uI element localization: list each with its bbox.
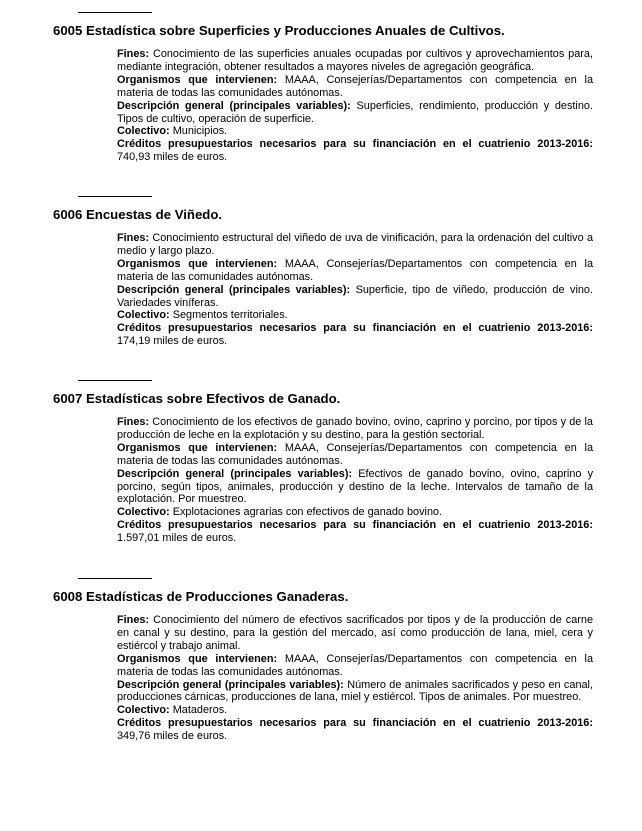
separator-rule: [78, 578, 152, 579]
colectivo-label: Colectivo:: [117, 704, 170, 717]
descripcion-text: Superficies, rendimiento, producción y destino. Tipos de cultivo, operación de superficie.: [117, 99, 593, 125]
organismos-paragraph: [117, 74, 593, 100]
entry-title: 6008 Estadísticas de Producciones Ganaderas.: [53, 589, 349, 604]
descripcion-text: Efectivos de ganado bovino, ovino, caprino y porcino, según tipos, animales, producción y destino de la leche. Intervalos de tamaño de la explotación. Por muestreo.: [117, 467, 594, 506]
fines-text: Conocimiento estructural del viñedo de uva de vinificación, para la ordenación del cultivo a medio y largo plazo.: [117, 232, 594, 257]
descripcion-label: Descripción general (principales variables):: [117, 678, 344, 691]
colectivo-paragraph: [117, 506, 593, 519]
organismos-label: Organismos que intervienen:: [117, 73, 278, 86]
fines-paragraph: [117, 416, 593, 442]
organismos-paragraph: [117, 653, 593, 679]
fines-paragraph: [117, 48, 593, 74]
separator-rule: [78, 196, 152, 197]
creditos-paragraph: [117, 717, 593, 743]
colectivo-paragraph: [117, 309, 593, 322]
creditos-paragraph: [117, 322, 593, 348]
descripcion-label: Descripción general (principales variables):: [117, 99, 351, 112]
organismos-text: MAAA, Consejerías/Departamentos con competencia en la materia de todas las comunidades autónomas.: [117, 652, 593, 678]
creditos-text: 174,19 miles de euros.: [117, 335, 228, 348]
colectivo-label: Colectivo:: [117, 506, 170, 519]
entry-body: [117, 48, 593, 164]
descripcion-label: Descripción general (principales variables):: [117, 467, 353, 480]
fines-label: Fines:: [117, 232, 150, 244]
fines-text: Conocimiento de las superficies anuales ocupadas por cultivos y aprovechamientos para, mediante integración, obtener resultados a mayores niveles de agregación geográfica.: [117, 48, 593, 73]
descripcion-text: Número de animales sacrificados y peso en canal, producciones cárnicas, producciones de lana, miel y estiércol. Tipos de animales. Por muestreo.: [117, 678, 593, 704]
organismos-text: MAAA, Consejerías/Departamentos con competencia en la materia de todas las comunidades autónomas.: [117, 441, 593, 467]
fines-text: Conocimiento del número de efectivos sacrificados por tipos y de la producción de carne en canal y su destino, para la gestión del mercado, así como producción de lana, miel, cera y estiércol y trabajo animal.: [117, 614, 594, 652]
entry-title: 6007 Estadísticas sobre Efectivos de Ganado.: [53, 391, 341, 406]
fines-paragraph: [117, 614, 593, 653]
colectivo-text: Segmentos territoriales.: [172, 309, 288, 322]
creditos-label: Créditos presupuestarios necesarios para su financiación en el cuatrienio 2013-2016:: [117, 138, 593, 151]
entry-body: [117, 416, 593, 545]
creditos-label: Créditos presupuestarios necesarios para su financiación en el cuatrienio 2013-2016:: [117, 322, 593, 335]
statistic-entry-6008: [53, 578, 593, 743]
fines-label: Fines:: [117, 48, 150, 60]
organismos-label: Organismos que intervienen:: [117, 652, 278, 665]
creditos-label: Créditos presupuestarios necesarios para su financiación en el cuatrienio 2013-2016:: [117, 519, 593, 532]
colectivo-text: Mataderos.: [172, 704, 228, 717]
creditos-paragraph: [117, 138, 593, 164]
descripcion-paragraph: [117, 284, 593, 310]
descripcion-text: Superficie, tipo de viñedo, producción de vino. Variedades viníferas.: [117, 283, 594, 309]
creditos-label: Créditos presupuestarios necesarios para su financiación en el cuatrienio 2013-2016:: [117, 717, 593, 730]
statistic-entry-6006: [53, 196, 593, 348]
entry-body: [117, 614, 593, 743]
colectivo-text: Municipios.: [172, 125, 228, 138]
organismos-label: Organismos que intervienen:: [117, 441, 278, 454]
fines-label: Fines:: [117, 416, 150, 428]
colectivo-paragraph: [117, 125, 593, 138]
descripcion-paragraph: [117, 100, 593, 126]
colectivo-label: Colectivo:: [117, 309, 170, 322]
organismos-label: Organismos que intervienen:: [117, 257, 278, 270]
creditos-paragraph: [117, 519, 593, 545]
creditos-text: 740,93 miles de euros.: [117, 151, 228, 164]
descripcion-paragraph: [117, 679, 593, 705]
entry-body: [117, 232, 593, 348]
entry-title: 6005 Estadística sobre Superficies y Producciones Anuales de Cultivos.: [53, 23, 505, 38]
creditos-text: 349,76 miles de euros.: [117, 730, 228, 743]
statistic-entry-6005: [53, 12, 593, 164]
colectivo-paragraph: [117, 704, 593, 717]
fines-label: Fines:: [117, 614, 150, 626]
fines-text: Conocimiento de los efectivos de ganado bovino, ovino, caprino y porcino, por tipos y de la producción de leche en la explotación y su destino, para la gestión sectorial.: [117, 416, 593, 441]
separator-rule: [78, 380, 152, 381]
organismos-text: MAAA, Consejerías/Departamentos con competencia en la materia de las comunidades autónomas.: [117, 257, 593, 283]
descripcion-label: Descripción general (principales variables):: [117, 283, 351, 296]
separator-rule: [78, 12, 152, 13]
colectivo-label: Colectivo:: [117, 125, 170, 138]
organismos-paragraph: [117, 258, 593, 284]
statistic-entry-6007: [53, 380, 593, 545]
entry-title: 6006 Encuestas de Viñedo.: [53, 207, 223, 222]
descripcion-paragraph: [117, 468, 593, 507]
organismos-text: MAAA, Consejerías/Departamentos con competencia en la materia de todas las comunidades autónomas.: [117, 73, 593, 99]
colectivo-text: Explotaciones agrarias con efectivos de ganado bovino.: [172, 506, 443, 519]
organismos-paragraph: [117, 442, 593, 468]
creditos-text: 1.597,01 miles de euros.: [117, 532, 237, 545]
fines-paragraph: [117, 232, 593, 258]
